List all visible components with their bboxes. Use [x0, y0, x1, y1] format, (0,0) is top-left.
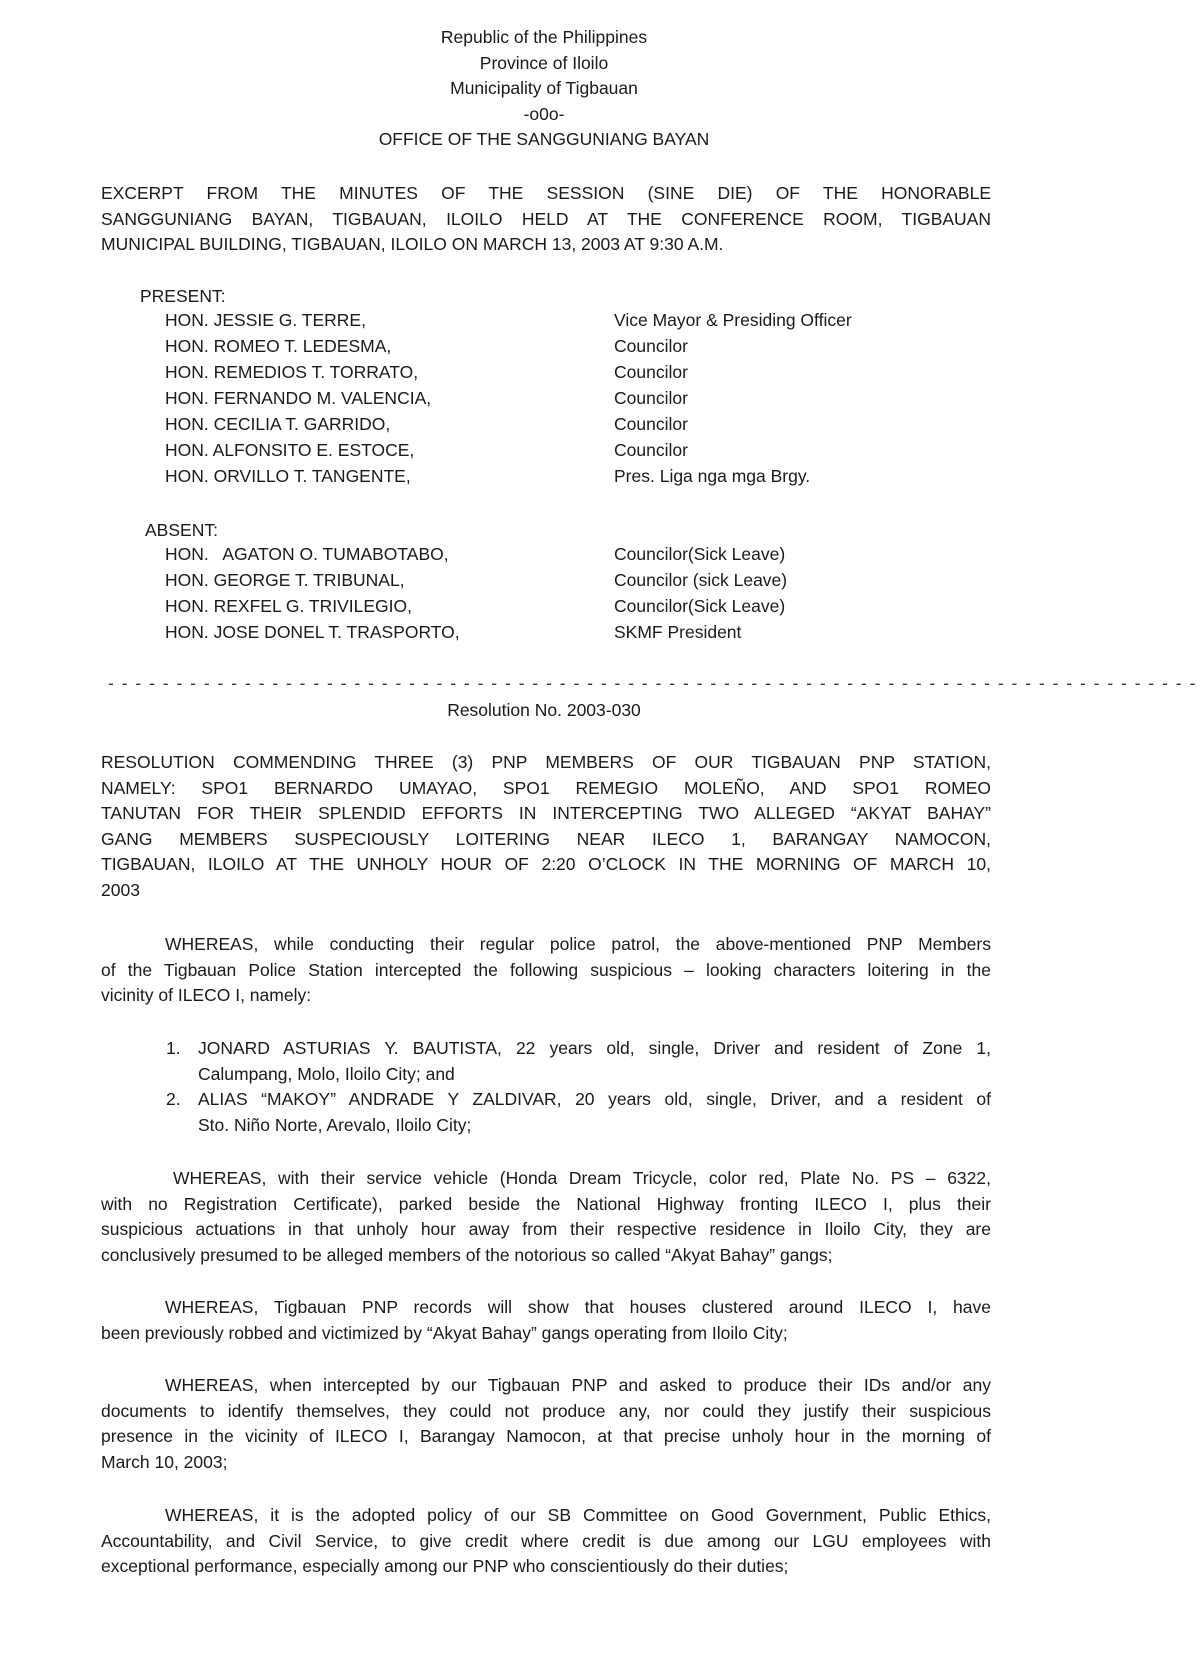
suspect-list	[166, 1036, 991, 1138]
attendee-position: Councilor	[614, 440, 688, 460]
header-republic: Republic of the Philippines	[440, 27, 648, 47]
list-item-line: Sto. Niño Norte, Arevalo, Iloilo City;	[198, 1114, 472, 1135]
header-municipality: Municipality of Tigbauan	[450, 78, 638, 98]
list-item	[166, 1036, 991, 1087]
attendee-row	[165, 386, 995, 412]
attendee-position: Councilor	[614, 362, 688, 382]
paragraph-line: Accountability, and Civil Service, to give credit where credit is due among our LGU employees with	[101, 1530, 991, 1551]
whereas-paragraph-2	[101, 1166, 991, 1268]
attendee-row	[165, 438, 995, 464]
resolution-title	[101, 750, 991, 903]
attendee-row	[165, 308, 995, 334]
attendee-name: HON. FERNANDO M. VALENCIA,	[165, 388, 432, 408]
absent-label: ABSENT:	[145, 520, 218, 540]
attendee-name: HON. ROMEO T. LEDESMA,	[165, 336, 392, 356]
attendee-row	[165, 412, 995, 438]
attendee-name: HON. ORVILLO T. TANGENTE,	[165, 466, 411, 486]
present-label: PRESENT:	[140, 286, 226, 306]
attendee-row	[165, 568, 995, 594]
attendee-row	[165, 620, 995, 646]
resolution-title-line: 2003	[101, 879, 140, 900]
whereas-paragraph-4	[101, 1373, 991, 1475]
list-number: 1.	[166, 1038, 181, 1058]
attendee-position: Councilor (sick Leave)	[614, 570, 788, 590]
resolution-number: Resolution No. 2003-030	[447, 700, 641, 720]
absent-list	[165, 542, 995, 646]
attendee-position: Councilor	[614, 336, 688, 356]
paragraph-line: been previously robbed and victimized by “Akyat Bahay” gangs operating from Iloilo City;	[101, 1322, 788, 1343]
resolution-title-line: TANUTAN FOR THEIR SPLENDID EFFORTS IN INTERCEPTING TWO ALLEGED “AKYAT BAHAY”	[101, 803, 991, 823]
attendee-position: SKMF President	[614, 622, 742, 642]
present-list	[165, 308, 995, 490]
attendee-name: HON. CECILIA T. GARRIDO,	[165, 414, 391, 434]
paragraph-line: WHEREAS, Tigbauan PNP records will show that houses clustered around ILECO I, have	[165, 1297, 991, 1317]
paragraph-line: presence in the vicinity of ILECO I, Barangay Namocon, at that precise unholy hour in the morning of	[101, 1426, 991, 1446]
attendee-name: HON. JOSE DONEL T. TRASPORTO,	[165, 622, 460, 642]
attendee-row	[165, 360, 995, 386]
resolution-title-line: RESOLUTION COMMENDING THREE (3) PNP MEMBERS OF OUR TIGBAUAN PNP STATION,	[101, 752, 991, 772]
excerpt-line: MUNICIPAL BUILDING, TIGBAUAN, ILOILO ON MARCH 13, 2003 AT 9:30 A.M.	[101, 234, 724, 254]
attendee-name: HON. AGATON O. TUMABOTABO,	[165, 544, 449, 564]
paragraph-line: documents to identify themselves, they could not produce any, nor could they justify their suspicious	[101, 1400, 991, 1421]
paragraph-line: with no Registration Certificate), parked beside the National Highway fronting ILECO I, plus their	[101, 1193, 991, 1214]
paragraph-line: of the Tigbauan Police Station intercepted the following suspicious – looking characters loitering in the	[101, 959, 991, 980]
attendee-name: HON. GEORGE T. TRIBUNAL,	[165, 570, 405, 590]
attendee-position: Vice Mayor & Presiding Officer	[614, 310, 852, 330]
letterhead	[0, 25, 1088, 153]
attendee-row	[165, 594, 995, 620]
paragraph-line: WHEREAS, with their service vehicle (Honda Dream Tricycle, color red, Plate No. PS – 6322,	[173, 1168, 991, 1188]
list-item-line: ALIAS “MAKOY” ANDRADE Y ZALDIVAR, 20 years old, single, Driver, and a resident of	[198, 1089, 991, 1109]
attendee-position: Councilor(Sick Leave)	[614, 596, 786, 616]
excerpt-line: SANGGUNIANG BAYAN, TIGBAUAN, ILOILO HELD AT THE CONFERENCE ROOM, TIGBAUAN	[101, 208, 991, 229]
attendee-row	[165, 542, 995, 568]
resolution-title-line: TIGBAUAN, ILOILO AT THE UNHOLY HOUR OF 2:20 O’CLOCK IN THE MORNING OF MARCH 10,	[101, 854, 991, 874]
paragraph-line: March 10, 2003;	[101, 1451, 228, 1472]
attendee-position: Councilor	[614, 414, 688, 434]
attendee-name: HON. REMEDIOS T. TORRATO,	[165, 362, 419, 382]
header-office: OFFICE OF THE SANGGUNIANG BAYAN	[378, 129, 710, 149]
dashed-separator: - - - - - - - - - - - - - - - - - - - - - - - - - - - - - - - - - - - - - - - - - - - - - - - - - - - - - - - - - - - - - - - - - - - - - - - - - - - - - - - -	[108, 673, 1197, 693]
whereas-paragraph-1	[101, 932, 991, 1009]
header-ornament: -o0o-	[523, 103, 565, 124]
resolution-title-line: NAMELY: SPO1 BERNARDO UMAYAO, SPO1 REMEGIO MOLEÑO, AND SPO1 ROMEO	[101, 777, 991, 798]
attendee-position: Pres. Liga nga mga Brgy.	[614, 466, 811, 486]
paragraph-line: suspicious actuations in that unholy hour away from their respective residence in Iloilo City, they are	[101, 1219, 991, 1239]
attendee-row	[165, 464, 995, 490]
attendee-position: Councilor(Sick Leave)	[614, 544, 786, 564]
list-number: 2.	[166, 1089, 181, 1109]
excerpt-line: EXCERPT FROM THE MINUTES OF THE SESSION (SINE DIE) OF THE HONORABLE	[101, 183, 991, 203]
paragraph-line: vicinity of ILECO I, namely:	[101, 985, 312, 1005]
paragraph-line: conclusively presumed to be alleged members of the notorious so called “Akyat Bahay” gangs;	[101, 1244, 833, 1265]
attendee-name: HON. REXFEL G. TRIVILEGIO,	[165, 596, 412, 616]
attendee-name: HON. ALFONSITO E. ESTOCE,	[165, 440, 415, 460]
attendee-row	[165, 334, 995, 360]
resolution-title-line: GANG MEMBERS SUSPECIOUSLY LOITERING NEAR ILECO 1, BARANGAY NAMOCON,	[101, 828, 991, 849]
paragraph-line: WHEREAS, it is the adopted policy of our SB Committee on Good Government, Public Ethics,	[165, 1505, 991, 1525]
excerpt-paragraph	[101, 181, 991, 258]
paragraph-line: WHEREAS, while conducting their regular police patrol, the above-mentioned PNP Members	[165, 934, 991, 954]
attendee-position: Councilor	[614, 388, 688, 408]
whereas-paragraph-5	[101, 1503, 991, 1580]
attendee-name: HON. JESSIE G. TERRE,	[165, 310, 366, 330]
list-item	[166, 1087, 991, 1138]
list-item-line: Calumpang, Molo, Iloilo City; and	[198, 1063, 455, 1084]
paragraph-line: exceptional performance, especially among our PNP who conscientiously do their duties;	[101, 1556, 789, 1576]
whereas-paragraph-3	[101, 1295, 991, 1346]
list-item-line: JONARD ASTURIAS Y. BAUTISTA, 22 years old, single, Driver and resident of Zone 1,	[198, 1038, 991, 1058]
paragraph-line: WHEREAS, when intercepted by our Tigbauan PNP and asked to produce their IDs and/or any	[165, 1375, 991, 1395]
header-province: Province of Iloilo	[479, 52, 609, 73]
